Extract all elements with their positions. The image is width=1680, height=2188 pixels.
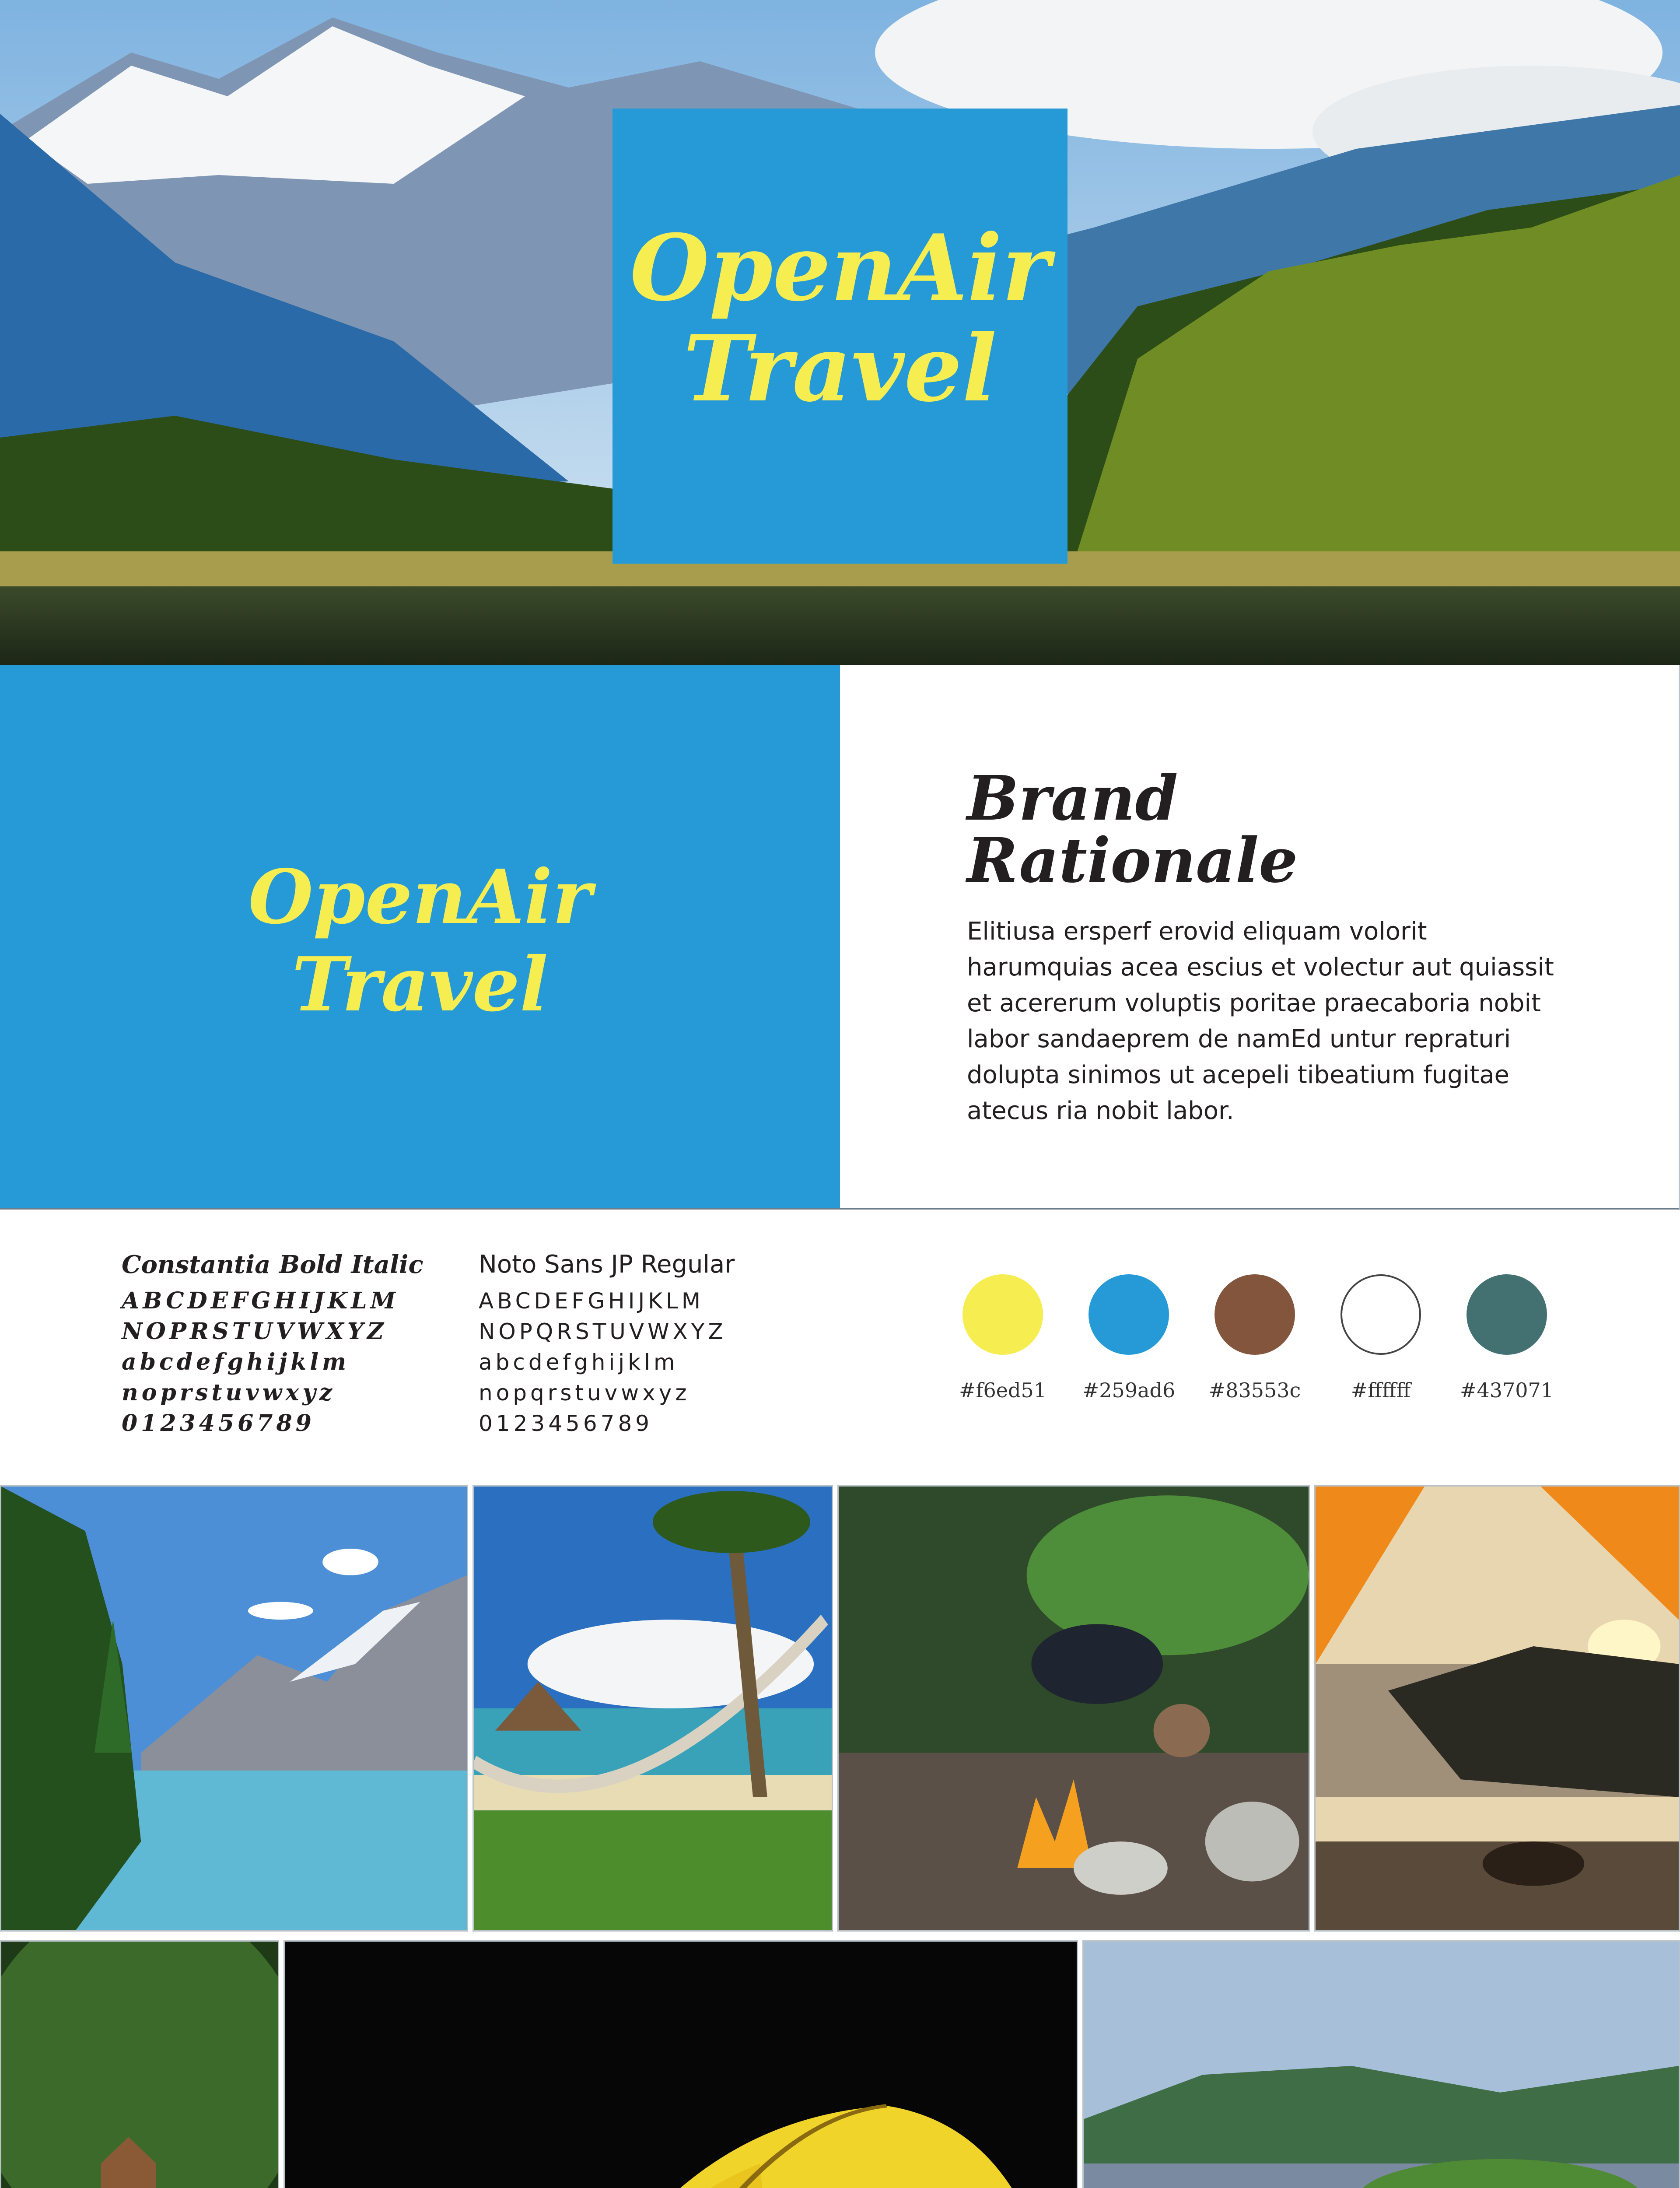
typeface-secondary-sample: nopqrstuvwxyz — [479, 1380, 690, 1406]
color-swatch-label: #259ad6 — [1082, 1378, 1176, 1402]
rationale-body-line: et acererum voluptis poritae praecaboria nobit — [967, 989, 1541, 1017]
photo-forest-road — [0, 1940, 279, 2188]
logo-panel-line2: Travel — [292, 941, 548, 1028]
typeface-secondary-sample: abcdefghijklm — [479, 1350, 679, 1375]
hero-logo-line1: OpenAir — [630, 215, 1050, 322]
color-swatch-label: #83553c — [1208, 1378, 1301, 1402]
color-swatch-label: #ffffff — [1351, 1378, 1411, 1402]
color-swatch-white — [1340, 1274, 1421, 1355]
rationale-body-line: harumquias acea escius et volectur aut quiassit — [967, 953, 1554, 982]
typeface-secondary-sample: ABCDEFGHIJKLM — [479, 1288, 704, 1314]
rationale-body-line: atecus ria nobit labor. — [967, 1097, 1234, 1125]
typeface-primary-sample: 0123456789 — [122, 1410, 315, 1437]
color-swatch-yellow — [962, 1274, 1043, 1355]
color-swatch-label: #f6ed51 — [959, 1378, 1047, 1402]
typeface-secondary — [479, 1247, 837, 1439]
photo-beach-hammock — [472, 1485, 833, 1932]
typeface-primary — [122, 1247, 472, 1439]
rationale-title-line1: Brand — [967, 763, 1178, 835]
photo-yellow-tent-night — [284, 1940, 1078, 2188]
logo-panel-line1: OpenAir — [248, 853, 592, 941]
typeface-secondary-sample: 0123456789 — [479, 1411, 653, 1436]
typeface-primary-sample: abcdefghijklm — [122, 1349, 350, 1375]
rationale-body-line: labor sandaeprem de namEd untur repraturi — [967, 1025, 1511, 1053]
typeface-secondary-name: Noto Sans JP Regular — [479, 1250, 735, 1279]
photo-alpine-lake — [0, 1485, 468, 1932]
color-swatch-blue — [1088, 1274, 1169, 1355]
hero-logo-line2: Travel — [683, 316, 997, 422]
photo-campfire — [837, 1485, 1310, 1932]
rationale-body-line: dolupta sinimos ut acepeli tibeatium fugitae — [967, 1061, 1510, 1089]
rationale-panel — [840, 665, 1680, 1210]
rationale-title-line2: Rationale — [967, 825, 1298, 897]
typeface-primary-name: Constantia Bold Italic — [122, 1250, 424, 1279]
color-swatch-teal — [1466, 1274, 1547, 1355]
typeface-primary-sample: ABCDEFGHIJKLM — [122, 1287, 399, 1314]
photo-tent-sunset-view — [1314, 1485, 1680, 1932]
typeface-primary-sample: noprstuvwxyz — [122, 1379, 336, 1406]
color-swatch-label: #437071 — [1460, 1378, 1554, 1402]
rationale-body-line: Elitiusa ersperf erovid eliquam volorit — [967, 917, 1427, 946]
logo-panel — [0, 665, 840, 1210]
typeface-secondary-sample: NOPQRSTUVWXYZ — [479, 1319, 727, 1344]
rationale-body — [967, 914, 1588, 1129]
typeface-primary-sample: NOPRSTUVWXYZ — [122, 1318, 387, 1345]
photo-river-island — [1082, 1940, 1680, 2188]
color-swatch-brown — [1214, 1274, 1295, 1355]
hero-logo-box — [612, 109, 1068, 564]
